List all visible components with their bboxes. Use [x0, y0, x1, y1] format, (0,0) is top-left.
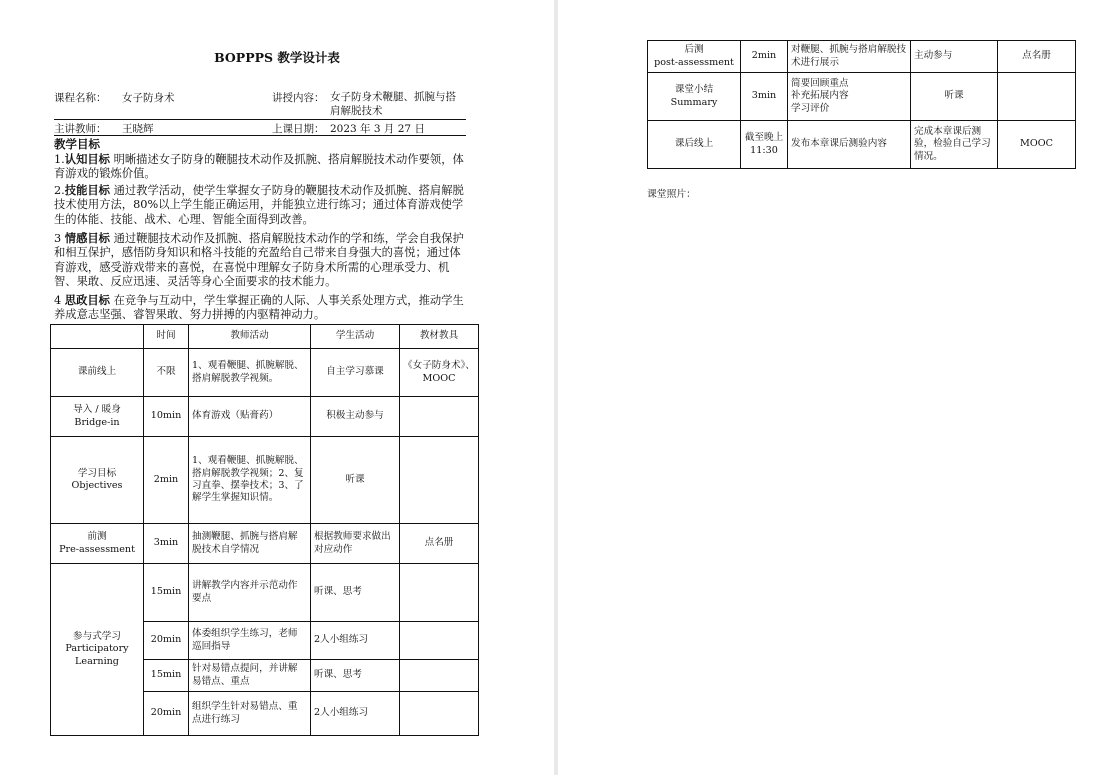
time-cell: 10min	[144, 397, 189, 437]
teacher-activity-cell: 1、观看鞭腿、抓腕解脱、搭肩解脱教学视频。	[189, 349, 311, 397]
date-value: 2023 年 3 月 27 日	[330, 123, 425, 135]
material-cell: MOOC	[998, 121, 1076, 169]
objective-2-text: 通过教学活动，使学生掌握女子防身的鞭腿技术动作及抓腕、搭肩解脱技术使用方法，80%以上学生能正确运用，并能独立进行练习；通过体育游戏使学生的体能、技能、战术、心理、智能全面得到改善。	[54, 184, 464, 226]
course-label: 课程名称：	[54, 92, 107, 104]
table-row	[51, 524, 479, 564]
student-activity-cell: 听课	[311, 437, 400, 524]
student-activity-cell: 自主学习慕课	[311, 349, 400, 397]
stage-name-en: Participatory	[65, 643, 129, 655]
student-activity-cell: 根据教师要求做出对应动作	[311, 524, 400, 564]
table-row	[51, 397, 479, 437]
table-row	[51, 437, 479, 524]
teacher-activity-cell: 针对易错点提问，并讲解易错点、重点	[189, 660, 311, 692]
objective-1-prefix: 1.	[54, 153, 65, 166]
stage-name: 课前线上	[77, 366, 117, 378]
course-value: 女子防身术	[122, 92, 175, 104]
time-cell: 2min	[741, 41, 788, 73]
stage-cell	[648, 41, 741, 73]
stage-cell	[51, 349, 144, 397]
objective-3-label: 情感目标	[64, 231, 110, 245]
objective-1	[54, 152, 468, 182]
student-activity-cell: 听课、思考	[311, 660, 400, 692]
date-label: 上课日期：	[272, 123, 325, 135]
header-cell-time: 时间	[144, 325, 189, 349]
student-activity-cell: 2人小组练习	[311, 692, 400, 736]
stage-name: 参与式学习	[73, 630, 121, 642]
material-cell	[400, 660, 479, 692]
objective-4-prefix: 4	[54, 294, 65, 307]
material-cell	[998, 73, 1076, 121]
header-cell-teacher: 教师活动	[189, 325, 311, 349]
stage-name-en: Pre-assessment	[59, 543, 135, 555]
stage-name-en: Objectives	[71, 480, 123, 491]
material-cell	[400, 437, 479, 524]
stage-cell	[648, 73, 741, 121]
student-activity-cell: 2人小组练习	[311, 622, 400, 660]
objective-2-label: 技能目标	[64, 183, 110, 197]
content-label: 讲授内容：	[272, 92, 325, 104]
stage-name-en: post-assessment	[654, 56, 734, 68]
content-value: 女子防身术鞭腿、抓腕与搭肩解脱技术	[330, 91, 456, 117]
stage-name: 前测	[87, 531, 107, 543]
objective-4-text: 在竞争与互动中，学生掌握正确的人际、人事关系处理方式，推动学生养成意志坚强、睿智果敢、努力拼搏的内驱精神动力。	[54, 294, 464, 322]
header-cell-material: 教材教具	[400, 325, 479, 349]
objective-3-text: 通过鞭腿技术动作及抓腕、搭肩解脱技术动作的学和练，学会自我保护和相互保护，感悟防身知识和格斗技能的充盈给自己带来自身强大的喜悦；通过体育游戏，感受游戏带来的喜悦，在喜悦中理解女子防身术所需的心理承受力、机智、果敢、反应迅速、灵活等身心全面要求的技术能力。	[54, 232, 464, 289]
teacher-activity-cell: 1、观看鞭腿、抓腕解脱、搭肩解脱教学视频；2、复习直拳、摆拳技术；3、了解学生掌握知识情。	[189, 437, 311, 524]
table-row	[51, 564, 479, 622]
time-cell: 20min	[144, 692, 189, 736]
class-photo-label: 课堂照片：	[647, 189, 696, 200]
stage-name-en: Summary	[670, 96, 718, 108]
teacher-activity-cell: 抽测鞭腿、抓腕与搭肩解脱技术自学情况	[189, 524, 311, 564]
teacher-activity-cell: 体委组织学生练习，老师巡回指导	[189, 622, 311, 660]
divider-top	[54, 119, 466, 120]
time-cell: 20min	[144, 622, 189, 660]
objective-3-prefix: 3	[54, 232, 65, 245]
time-cell: 2min	[144, 437, 189, 524]
stage-name-en-2: Learning	[75, 655, 119, 667]
material-cell	[400, 397, 479, 437]
material-cell	[400, 564, 479, 622]
objective-4-label: 思政目标	[64, 293, 110, 307]
time-cell: 不限	[144, 349, 189, 397]
stage-name: 导入 / 暖身	[73, 404, 121, 416]
stage-cell	[51, 397, 144, 437]
lesson-plan-table	[50, 324, 479, 736]
objective-1-label: 认知目标	[64, 152, 110, 166]
objective-3	[54, 231, 468, 290]
objective-2-prefix: 2.	[54, 184, 65, 197]
stage-name: 课后线上	[674, 138, 714, 150]
material-cell: 点名册	[998, 41, 1076, 73]
lesson-plan-table-continued	[647, 40, 1076, 169]
table-row	[648, 41, 1076, 73]
teacher-value: 王晓辉	[122, 123, 154, 135]
teacher-activity-cell: 组织学生针对易错点、重点进行练习	[189, 692, 311, 736]
material-cell: 点名册	[400, 524, 479, 564]
stage-name-en: Bridge-in	[74, 416, 120, 428]
student-activity-cell: 积极主动参与	[311, 397, 400, 437]
objective-4	[54, 293, 468, 323]
teacher-activity-cell: 简要回顾重点 补充拓展内容 学习评价	[788, 73, 911, 121]
material-cell: 《女子防身术》、MOOC	[400, 349, 479, 397]
stage-name: 学习目标	[77, 467, 117, 479]
document-title: BOPPPS 教学设计表	[214, 50, 340, 65]
stage-cell	[51, 524, 144, 564]
time-cell: 截至晚上 11:30	[741, 121, 788, 169]
document-page-left	[0, 0, 554, 775]
table-row	[648, 121, 1076, 169]
header-cell	[51, 325, 144, 349]
table-row	[648, 73, 1076, 121]
time-cell: 3min	[144, 524, 189, 564]
student-activity-cell: 完成本章课后测验，检验自己学习情况。	[911, 121, 998, 169]
teacher-activity-cell: 体育游戏（贴膏药）	[189, 397, 311, 437]
time-cell: 15min	[144, 564, 189, 622]
divider-bottom	[54, 135, 466, 136]
stage-cell-participatory	[51, 564, 144, 736]
student-activity-cell: 听课、思考	[311, 564, 400, 622]
stage-cell	[51, 437, 144, 524]
teacher-activity-cell: 发布本章课后测验内容	[788, 121, 911, 169]
table-row	[51, 349, 479, 397]
stage-name: 后测	[684, 44, 704, 56]
document-page-right	[558, 0, 1114, 775]
header-cell-student: 学生活动	[311, 325, 400, 349]
material-cell	[400, 692, 479, 736]
teacher-activity-cell: 讲解教学内容并示范动作要点	[189, 564, 311, 622]
time-cell: 15min	[144, 660, 189, 692]
material-cell	[400, 622, 479, 660]
teacher-label: 主讲教师：	[54, 123, 107, 135]
stage-name: 课堂小结	[674, 84, 714, 96]
objective-1-text: 明晰描述女子防身的鞭腿技术动作及抓腕、搭肩解脱技术动作要领，体育游戏的锻炼价值。	[54, 153, 464, 181]
student-activity-cell: 听课	[911, 73, 998, 121]
objectives-title: 教学目标	[54, 137, 100, 151]
teacher-activity-cell: 对鞭腿、抓腕与搭肩解脱技术进行展示	[788, 41, 911, 73]
table-header-row	[51, 325, 479, 349]
student-activity-cell: 主动参与	[911, 41, 998, 73]
time-cell: 3min	[741, 73, 788, 121]
stage-cell	[648, 121, 741, 169]
objective-2	[54, 183, 468, 227]
